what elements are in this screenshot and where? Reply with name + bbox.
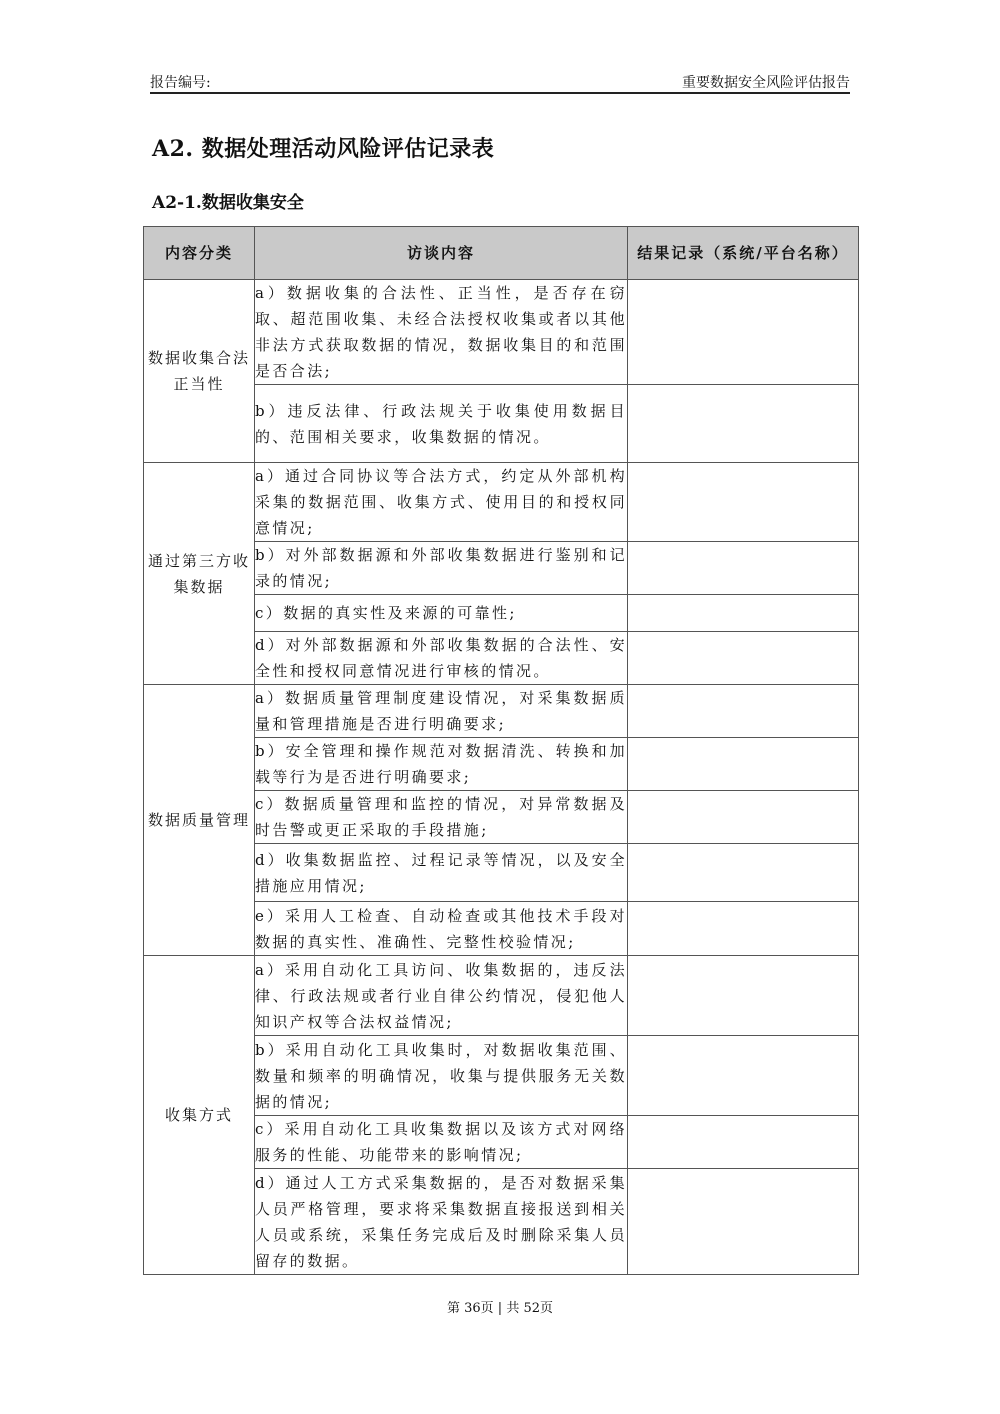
page-footer: 第 36页 | 共 52页 bbox=[447, 1301, 553, 1316]
table-row bbox=[144, 463, 859, 542]
result-cell[interactable] bbox=[628, 791, 859, 844]
content-cell: b）对外部数据源和外部收集数据进行鉴别和记录的情况; bbox=[255, 542, 628, 595]
result-cell[interactable] bbox=[628, 1116, 859, 1169]
report-title-label: 重要数据安全风险评估报告 bbox=[682, 75, 850, 91]
result-cell[interactable] bbox=[628, 738, 859, 791]
result-cell[interactable] bbox=[628, 280, 859, 385]
result-cell[interactable] bbox=[628, 595, 859, 632]
content-cell: b）违反法律、行政法规关于收集使用数据目的、范围相关要求，收集数据的情况。 bbox=[255, 385, 628, 463]
content-cell: b）安全管理和操作规范对数据清洗、转换和加载等行为是否进行明确要求; bbox=[255, 738, 628, 791]
section-title: A2-1.数据收集安全 bbox=[152, 193, 304, 213]
result-cell[interactable] bbox=[628, 1169, 859, 1275]
assessment-table bbox=[143, 226, 859, 1275]
result-cell[interactable] bbox=[628, 956, 859, 1036]
content-cell: d）通过人工方式采集数据的，是否对数据采集人员严格管理，要求将采集数据直接报送到相关人员或系统，采集任务完成后及时删除采集人员留存的数据。 bbox=[255, 1169, 628, 1275]
result-cell[interactable] bbox=[628, 902, 859, 956]
header-content: 访谈内容 bbox=[255, 227, 628, 280]
content-cell: a）数据质量管理制度建设情况，对采集数据质量和管理措施是否进行明确要求; bbox=[255, 685, 628, 738]
result-cell[interactable] bbox=[628, 542, 859, 595]
category-cell: 收集方式 bbox=[144, 956, 255, 1275]
table-row bbox=[144, 685, 859, 738]
content-cell: e）采用人工检查、自动检查或其他技术手段对数据的真实性、准确性、完整性校验情况; bbox=[255, 902, 628, 956]
result-cell[interactable] bbox=[628, 385, 859, 463]
category-cell: 通过第三方收集数据 bbox=[144, 463, 255, 685]
category-cell: 数据收集合法正当性 bbox=[144, 280, 255, 463]
header-result: 结果记录（系统/平台名称） bbox=[628, 227, 859, 280]
report-number-label: 报告编号: bbox=[150, 75, 211, 91]
content-cell: c）采用自动化工具收集数据以及该方式对网络服务的性能、功能带来的影响情况; bbox=[255, 1116, 628, 1169]
table-row bbox=[144, 956, 859, 1036]
result-cell[interactable] bbox=[628, 685, 859, 738]
page-header bbox=[150, 70, 850, 94]
content-cell: a）数据收集的合法性、正当性，是否存在窃取、超范围收集、未经合法授权收集或者以其他非法方式获取数据的情况，数据收集目的和范围是否合法; bbox=[255, 280, 628, 385]
table-row bbox=[144, 280, 859, 385]
content-cell: c）数据质量管理和监控的情况，对异常数据及时告警或更正采取的手段措施; bbox=[255, 791, 628, 844]
category-cell: 数据质量管理 bbox=[144, 685, 255, 956]
content-cell: a）通过合同协议等合法方式，约定从外部机构采集的数据范围、收集方式、使用目的和授权同意情况; bbox=[255, 463, 628, 542]
result-cell[interactable] bbox=[628, 1036, 859, 1116]
content-cell: b）采用自动化工具收集时，对数据收集范围、数量和频率的明确情况，收集与提供服务无关数据的情况; bbox=[255, 1036, 628, 1116]
table-header-row bbox=[144, 227, 859, 280]
page-title: A2. 数据处理活动风险评估记录表 bbox=[152, 136, 495, 162]
content-cell: d）对外部数据源和外部收集数据的合法性、安全性和授权同意情况进行审核的情况。 bbox=[255, 632, 628, 685]
result-cell[interactable] bbox=[628, 844, 859, 902]
result-cell[interactable] bbox=[628, 632, 859, 685]
header-category: 内容分类 bbox=[144, 227, 255, 280]
content-cell: d）收集数据监控、过程记录等情况，以及安全措施应用情况; bbox=[255, 844, 628, 902]
content-cell: c）数据的真实性及来源的可靠性; bbox=[255, 595, 628, 632]
content-cell: a）采用自动化工具访问、收集数据的，违反法律、行政法规或者行业自律公约情况，侵犯他人知识产权等合法权益情况; bbox=[255, 956, 628, 1036]
result-cell[interactable] bbox=[628, 463, 859, 542]
